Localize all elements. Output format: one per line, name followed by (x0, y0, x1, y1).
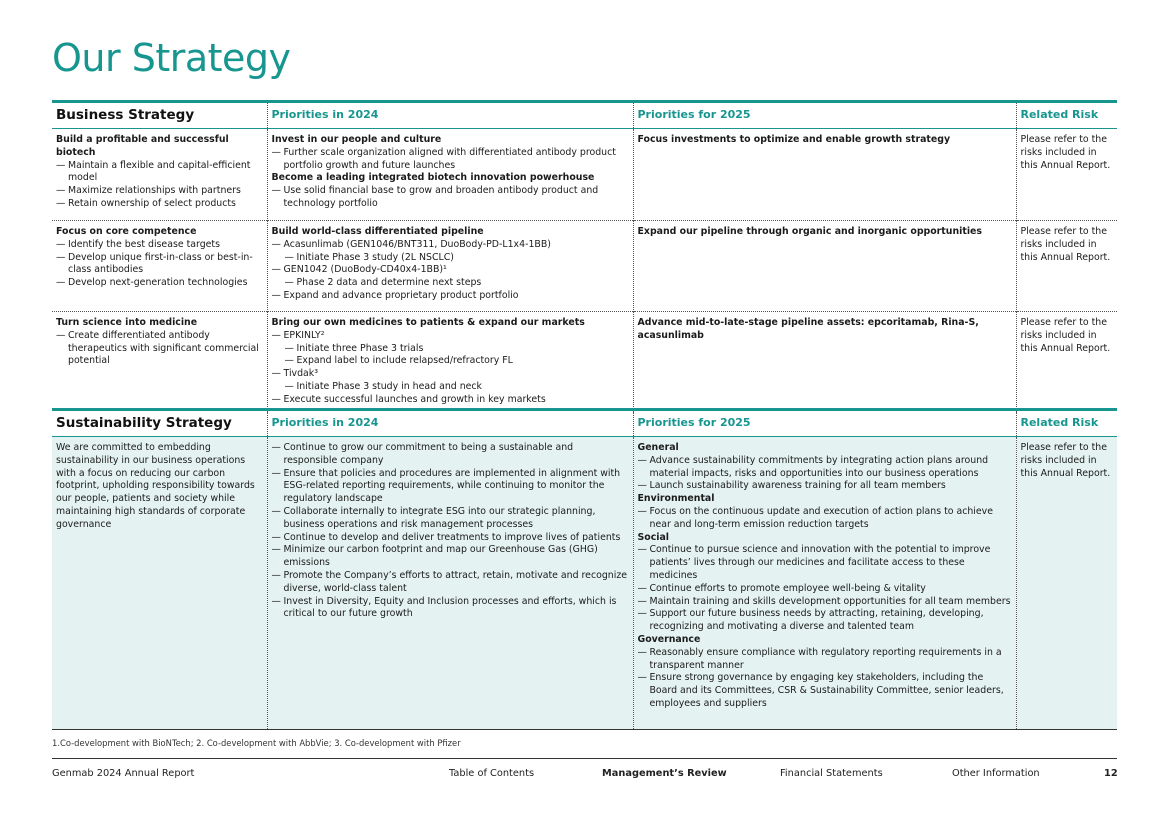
bullet-item: — Develop unique first-in-class or best-in-class antibodies (56, 252, 263, 278)
cell-heading: Bring our own medicines to patients & expand our markets (271, 317, 585, 328)
table-row (52, 437, 1117, 730)
table-row (52, 129, 1117, 221)
footer-report-name: Genmab 2024 Annual Report (52, 768, 195, 779)
strategy-cell (52, 312, 267, 413)
bullet-item: — Collaborate internally to integrate ESG into our strategic planning, business operations and risk management processes (272, 506, 629, 532)
bullet-item: — Use solid financial base to grow and broaden antibody product and technology portfolio (272, 185, 629, 211)
footer-link-financial-statements[interactable]: Financial Statements (780, 768, 883, 779)
bullet-item: — Maintain training and skills development opportunities for all team members (638, 596, 1012, 609)
priorities-2025-cell (633, 312, 1016, 413)
related-risk-cell: Please refer to the risks included in this Annual Report. (1016, 221, 1117, 312)
cell-heading: Focus on core competence (56, 226, 197, 237)
related-risk-cell: Please refer to the risks included in this Annual Report. (1016, 437, 1117, 730)
cell-heading: Environmental (637, 493, 715, 505)
bullet-item: — Promote the Company’s efforts to attract, retain, motivate and recognize diverse, world-class talent (272, 570, 629, 596)
cell-heading: Governance (637, 633, 701, 645)
bullet-item: — Expand and advance proprietary product portfolio (272, 290, 629, 303)
cell-heading: Expand our pipeline through organic and inorganic opportunities (637, 226, 982, 237)
bullet-item: — Advance sustainability commitments by integrating action plans around material impacts, risks and opportunities into our business operations (638, 455, 1012, 481)
bullet-item: — Reasonably ensure compliance with regulatory reporting requirements in a transparent manner (638, 647, 1012, 673)
footer-link-other-information[interactable]: Other Information (952, 768, 1040, 779)
bullet-item: — Phase 2 data and determine next steps (272, 277, 629, 290)
priorities-2024-cell (267, 437, 633, 730)
footer-divider (52, 758, 1117, 759)
bullet-item: — Maximize relationships with partners (56, 185, 263, 198)
bullet-item: — Develop next-generation technologies (56, 277, 263, 290)
bullet-item: — Support our future business needs by attracting, retaining, developing, recognizing and motivating a diverse and talented team (638, 608, 1012, 634)
page-title: Our Strategy (52, 36, 291, 80)
cell-heading: Invest in our people and culture (271, 134, 442, 145)
priorities-2024-cell (267, 129, 633, 221)
footnote: 1.Co-development with BioNTech; 2. Co-development with AbbVie; 3. Co-development with Pfizer (52, 738, 461, 748)
business-strategy-table (52, 100, 1117, 413)
column-header-business-strategy: Business Strategy (52, 102, 267, 129)
bullet-item: — EPKINLY² (272, 330, 629, 343)
cell-heading: Social (637, 531, 670, 543)
table-row (52, 221, 1117, 312)
bullet-item: — Continue to develop and deliver treatments to improve lives of patients (272, 532, 629, 545)
bullet-item: — Ensure strong governance by engaging key stakeholders, including the Board and its Committees, CSR & Sustainability Committee, senior leaders, employees and suppliers (638, 672, 1012, 710)
page-number: 12 (1104, 768, 1118, 779)
column-header-sustainability-strategy: Sustainability Strategy (52, 410, 267, 437)
sustainability-strategy-header-row (52, 410, 1117, 437)
bullet-item: — Maintain a flexible and capital-efficient model (56, 160, 263, 186)
bullet-item: — Execute successful launches and growth in key markets (272, 394, 629, 407)
column-header-priorities-2024: Priorities in 2024 (267, 102, 633, 129)
footer-link-table-of-contents[interactable]: Table of Contents (449, 768, 535, 779)
priorities-2025-cell (633, 129, 1016, 221)
column-header-priorities-2025: Priorities for 2025 (633, 410, 1016, 437)
column-header-priorities-2025: Priorities for 2025 (633, 102, 1016, 129)
bullet-item: — Continue to grow our commitment to being a sustainable and responsible company (272, 442, 629, 468)
bullet-item: — Retain ownership of select products (56, 198, 263, 211)
column-header-priorities-2024: Priorities in 2024 (267, 410, 633, 437)
cell-paragraph: We are committed to embedding sustainability in our business operations with a focus on reducing our carbon footprint, upholding responsibility towards our people, patients and society while maintaining high standards of corporate governance (56, 442, 255, 530)
cell-heading: Build world-class differentiated pipeline (271, 226, 484, 237)
bullet-item: — Create differentiated antibody therapeutics with significant commercial potential (56, 330, 263, 368)
bullet-item: — Initiate three Phase 3 trials (272, 343, 629, 356)
cell-heading: Turn science into medicine (56, 317, 198, 328)
related-risk-cell: Please refer to the risks included in this Annual Report. (1016, 312, 1117, 413)
table-row (52, 312, 1117, 413)
bullet-item: — Initiate Phase 3 study in head and neck (272, 381, 629, 394)
column-header-related-risk: Related Risk (1016, 410, 1117, 437)
strategy-cell (52, 129, 267, 221)
priorities-2024-cell (267, 312, 633, 413)
related-risk-cell: Please refer to the risks included in this Annual Report. (1016, 129, 1117, 221)
priorities-2024-cell (267, 221, 633, 312)
bullet-item: — Tivdak³ (272, 368, 629, 381)
bullet-item: — Focus on the continuous update and execution of action plans to achieve near and long-term emission reduction targets (638, 506, 1012, 532)
column-header-related-risk: Related Risk (1016, 102, 1117, 129)
bullet-item: — Invest in Diversity, Equity and Inclusion processes and efforts, which is critical to our future growth (272, 596, 629, 622)
sustainability-strategy-table (52, 408, 1117, 730)
bullet-item: — Expand label to include relapsed/refractory FL (272, 355, 629, 368)
sustainability-strategy-cell (52, 437, 267, 730)
bullet-item: — Ensure that policies and procedures are implemented in alignment with ESG-related reporting requirements, while continuing to monitor the regulatory landscape (272, 468, 629, 506)
bullet-item: — Acasunlimab (GEN1046/BNT311, DuoBody-PD-L1x4-1BB) (272, 239, 629, 252)
bullet-item: — Identify the best disease targets (56, 239, 263, 252)
cell-heading: Focus investments to optimize and enable growth strategy (637, 134, 951, 145)
bullet-item: — Launch sustainability awareness training for all team members (638, 480, 1012, 493)
bullet-item: — Continue efforts to promote employee well-being & vitality (638, 583, 1012, 596)
business-strategy-header-row (52, 102, 1117, 129)
strategy-cell (52, 221, 267, 312)
footer-link-managements-review[interactable]: Management’s Review (602, 768, 727, 779)
priorities-2025-cell (633, 437, 1016, 730)
cell-heading: Build a profitable and successful biotech (56, 134, 229, 158)
cell-heading: General (637, 442, 679, 453)
cell-heading: Advance mid-to-late-stage pipeline assets: epcoritamab, Rina-S, acasunlimab (637, 317, 979, 341)
bullet-item: — Continue to pursue science and innovation with the potential to improve patients’ lives through our medicines and facilitate access to these medicines (638, 544, 1012, 582)
priorities-2025-cell (633, 221, 1016, 312)
bullet-item: — GEN1042 (DuoBody-CD40x4-1BB)¹ (272, 264, 629, 277)
bullet-item: — Initiate Phase 3 study (2L NSCLC) (272, 252, 629, 265)
bullet-item: — Further scale organization aligned with differentiated antibody product portfolio growth and future launches (272, 147, 629, 173)
cell-heading: Become a leading integrated biotech innovation powerhouse (271, 172, 595, 184)
bullet-item: — Minimize our carbon footprint and map our Greenhouse Gas (GHG) emissions (272, 544, 629, 570)
